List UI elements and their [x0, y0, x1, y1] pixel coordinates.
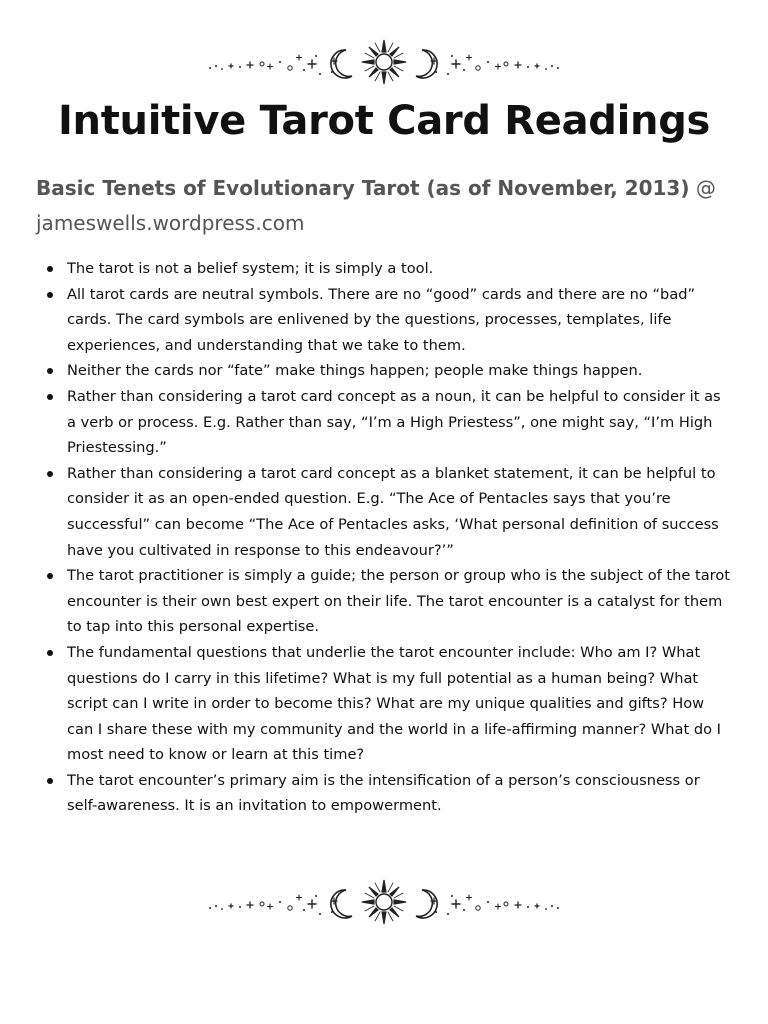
subtitle-source: @ jameswells.wordpress.com	[36, 176, 716, 235]
bullet-icon	[47, 650, 53, 656]
bullet-icon	[47, 471, 53, 477]
list-item	[36, 461, 732, 563]
list-item	[36, 640, 732, 768]
tenet-text: The tarot practitioner is simply a guide; the person or group who is the subject of the tarot encounter is their own best expert on their life. The tarot encounter is a catalyst for them to tap into this personal expertise.	[67, 567, 731, 636]
list-item	[36, 384, 732, 461]
tenet-text: Neither the cards nor “fate” make things happen; people make things happen.	[67, 362, 643, 380]
bullet-icon	[47, 266, 53, 272]
tenet-text: The tarot is not a belief system; it is simply a tool.	[67, 260, 434, 277]
tenet-text: The fundamental questions that underlie the tarot encounter include: Who am I? What questions do I carry in this lifetime? What is my full potential as a human being? What script can I write in order to become this? What are my unique qualities and gifts? How can I share these with my community and the world in a life-affirming manner? What do I most need to know or learn at this time?	[67, 643, 721, 764]
tenet-text: Rather than considering a tarot card concept as a blanket statement, it can be helpful to consider it as an open-ended question. E.g. “The Ace of Pentacles says that you’re successful” can become “The Ace of Pentacles asks, ‘What personal definition of success have you cultivated in response to this endeavour?’”	[67, 464, 719, 559]
tenet-text: The tarot encounter’s primary aim is the intensification of a person’s consciousness or self-awareness. It is an invitation to empowerment.	[67, 771, 700, 815]
tenets-list	[36, 256, 732, 819]
bullet-icon	[47, 778, 53, 784]
list-item	[36, 563, 732, 640]
celestial-divider-bottom-icon	[204, 878, 564, 928]
subtitle	[36, 171, 736, 241]
bullet-icon	[47, 368, 53, 374]
bullet-icon	[47, 292, 53, 298]
page-title: Intuitive Tarot Card Readings	[57, 98, 711, 144]
bullet-icon	[47, 394, 53, 400]
subtitle-heading: Basic Tenets of Evolutionary Tarot (as of November, 2013)	[36, 176, 690, 200]
list-item	[36, 768, 732, 819]
list-item	[36, 282, 732, 359]
list-item	[36, 358, 732, 384]
list-item	[36, 256, 732, 282]
tenet-text: All tarot cards are neutral symbols. There are no “good” cards and there are no “bad” cards. The card symbols are enlivened by the questions, processes, templates, life experiences, and understanding that we take to them.	[67, 285, 696, 354]
tenet-text: Rather than considering a tarot card concept as a noun, it can be helpful to consider it as a verb or process. E.g. Rather than say, “I’m a High Priestess”, one might say, “I’m High Priestessing.”	[67, 387, 721, 457]
celestial-divider-top-icon	[204, 38, 564, 88]
bullet-icon	[47, 573, 53, 579]
